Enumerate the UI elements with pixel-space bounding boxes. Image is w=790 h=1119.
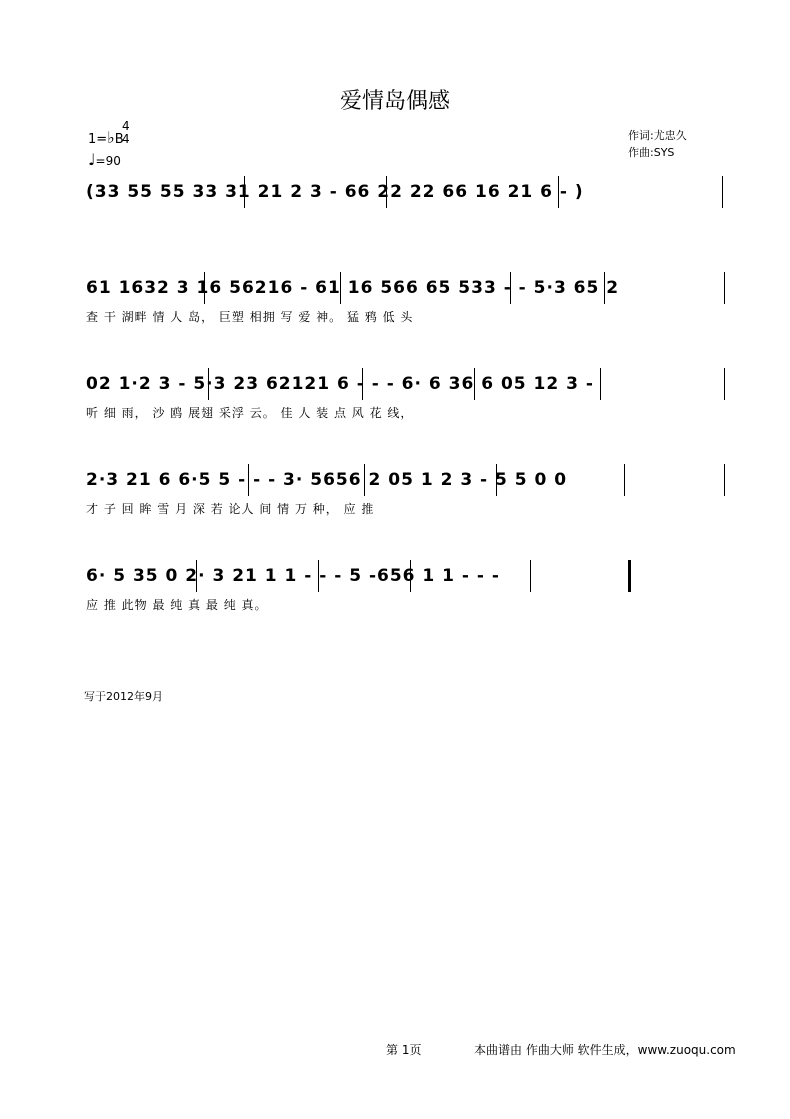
credits bbox=[628, 127, 687, 161]
generator-credit: 本曲谱由 作曲大师 软件生成，www.zuoqu.com bbox=[474, 1043, 736, 1057]
time-signature bbox=[122, 120, 130, 146]
lyrics-line: 才 子 回 眸 雪 月 深 若 论人 间 情 万 种， 应 推 bbox=[86, 502, 375, 516]
notes-line: 02 1·2 3 - 5·3 23 62121 6 - - - 6· 6 36 6 05 12 3 - bbox=[86, 374, 594, 394]
key-signature bbox=[88, 128, 124, 147]
composer: 作曲:SYS bbox=[628, 146, 675, 159]
notes-line: 61 1632 3 16 56216 - 61 16 566 65 533 - - 5·3 65 2 bbox=[86, 278, 620, 298]
page-title: 爱情岛偶感 bbox=[339, 89, 450, 114]
tempo-value: =90 bbox=[95, 154, 121, 168]
page-number: 第 1页 bbox=[386, 1043, 422, 1057]
lyricist: 作词:尤忠久 bbox=[628, 129, 687, 142]
notes-line: (33 55 55 33 31 21 2 3 - 66 22 22 66 16 21 6 - ) bbox=[86, 182, 584, 202]
time-bottom: 4 bbox=[122, 132, 130, 146]
quarter-note-icon: ♩ bbox=[88, 150, 96, 169]
key-note: B bbox=[114, 132, 124, 147]
tempo-mark bbox=[88, 150, 121, 169]
notes-line: 6· 5 35 0 2· 3 21 1 1 - - - 5 -656 1 1 - - - bbox=[86, 566, 500, 586]
key-prefix: 1= bbox=[88, 132, 108, 147]
time-top: 4 bbox=[122, 119, 130, 133]
lyrics-line: 应 推 此物 最 纯 真 最 纯 真。 bbox=[86, 598, 268, 612]
date-note: 写于2012年9月 bbox=[84, 690, 163, 703]
lyrics-line: 查 干 湖畔 情 人 岛， 巨塑 相拥 写 爱 神。 猛 鸦 低 头 bbox=[86, 310, 414, 324]
flat-icon: ♭ bbox=[107, 128, 115, 147]
notes-line: 2·3 21 6 6·5 5 - - - 3· 5656 2 05 1 2 3 - 5 5 0 0 bbox=[86, 470, 568, 490]
lyrics-line: 听 细 雨， 沙 鸥 展翅 采浮 云。 佳 人 装 点 风 花 线， bbox=[86, 406, 414, 420]
